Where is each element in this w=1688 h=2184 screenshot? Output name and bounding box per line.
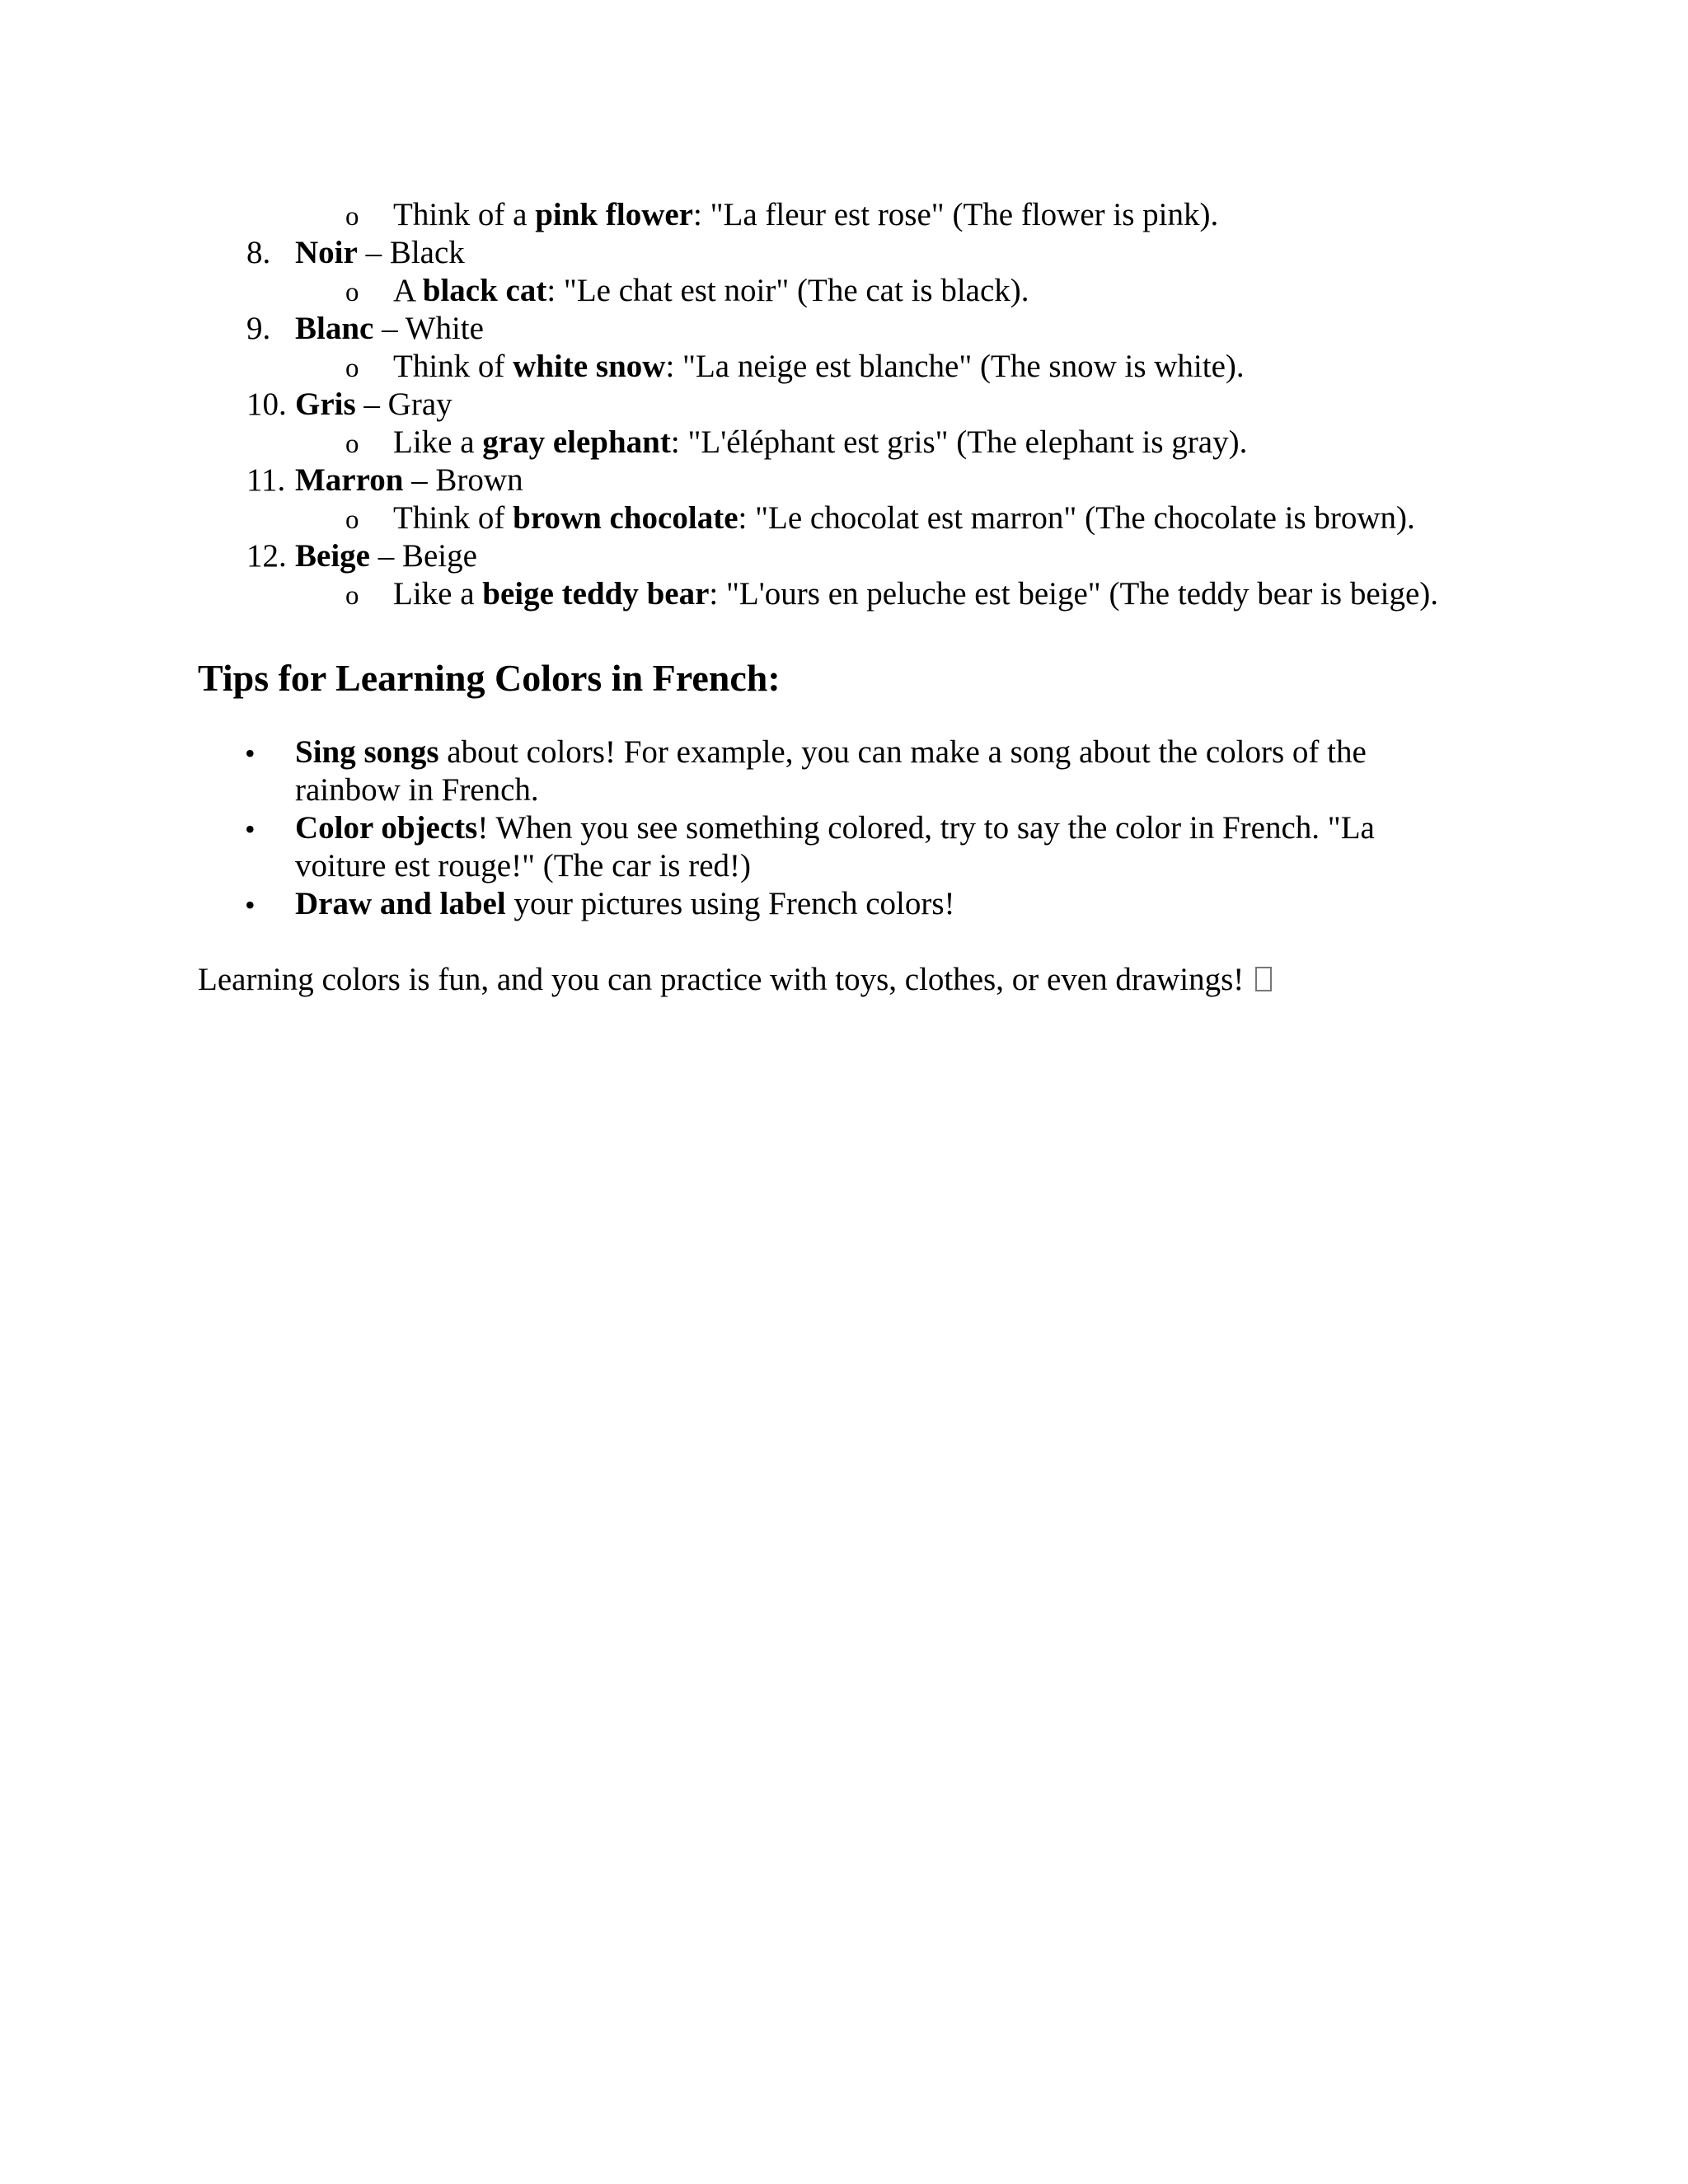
- color-item-beige: Beige – Beige: [295, 538, 477, 574]
- list-number: 12.: [246, 538, 287, 574]
- color-item-blanc: Blanc – White: [295, 311, 484, 346]
- color-example-gris: Like a gray elephant: "L'éléphant est gris" (The elephant is gray).: [393, 424, 1248, 460]
- tip-item-sing-songs: Sing songs about colors! For example, you can make a song about the colors of the: [295, 734, 1367, 770]
- color-example-beige: Like a beige teddy bear: "L'ours en peluche est beige" (The teddy bear is beige).: [393, 576, 1439, 612]
- tip-item-draw-and-label: Draw and label your pictures using French colors!: [295, 886, 955, 921]
- list-number: 11.: [246, 462, 286, 498]
- list-number: 8.: [246, 235, 271, 270]
- color-item-noir: Noir – Black: [295, 235, 465, 270]
- bullet-marker: •: [245, 737, 256, 770]
- tips-heading: Tips for Learning Colors in French:: [198, 657, 781, 699]
- sub-bullet-marker: o: [345, 278, 359, 307]
- bullet-marker: •: [245, 813, 256, 846]
- list-number: 10.: [246, 387, 287, 422]
- bullet-marker: •: [245, 888, 256, 921]
- tip-item-sing-songs-continued: rainbow in French.: [295, 772, 539, 808]
- tip-item-color-objects: Color objects! When you see something colored, try to say the color in French. "La: [295, 810, 1375, 846]
- color-example-noir: A black cat: "Le chat est noir" (The cat is black).: [393, 273, 1029, 308]
- continuation-example: Think of a pink flower: "La fleur est rose" (The flower is pink).: [393, 197, 1219, 232]
- sub-bullet-marker: o: [345, 505, 359, 535]
- sub-bullet-marker: o: [345, 354, 359, 383]
- sub-bullet-marker: o: [345, 429, 359, 459]
- sub-bullet-marker: o: [345, 581, 359, 611]
- color-item-marron: Marron – Brown: [295, 462, 523, 498]
- missing-glyph-box-icon: [1255, 967, 1272, 991]
- color-example-blanc: Think of white snow: "La neige est blanche" (The snow is white).: [393, 349, 1245, 384]
- color-example-marron: Think of brown chocolate: "Le chocolat est marron" (The chocolate is brown).: [393, 500, 1415, 536]
- closing-paragraph: Learning colors is fun, and you can practice with toys, clothes, or even drawings!: [198, 961, 1272, 999]
- sub-bullet-marker: o: [345, 202, 359, 232]
- list-number: 9.: [246, 311, 271, 346]
- tip-item-color-objects-continued: voiture est rouge!" (The car is red!): [295, 848, 752, 883]
- color-item-gris: Gris – Gray: [295, 387, 452, 422]
